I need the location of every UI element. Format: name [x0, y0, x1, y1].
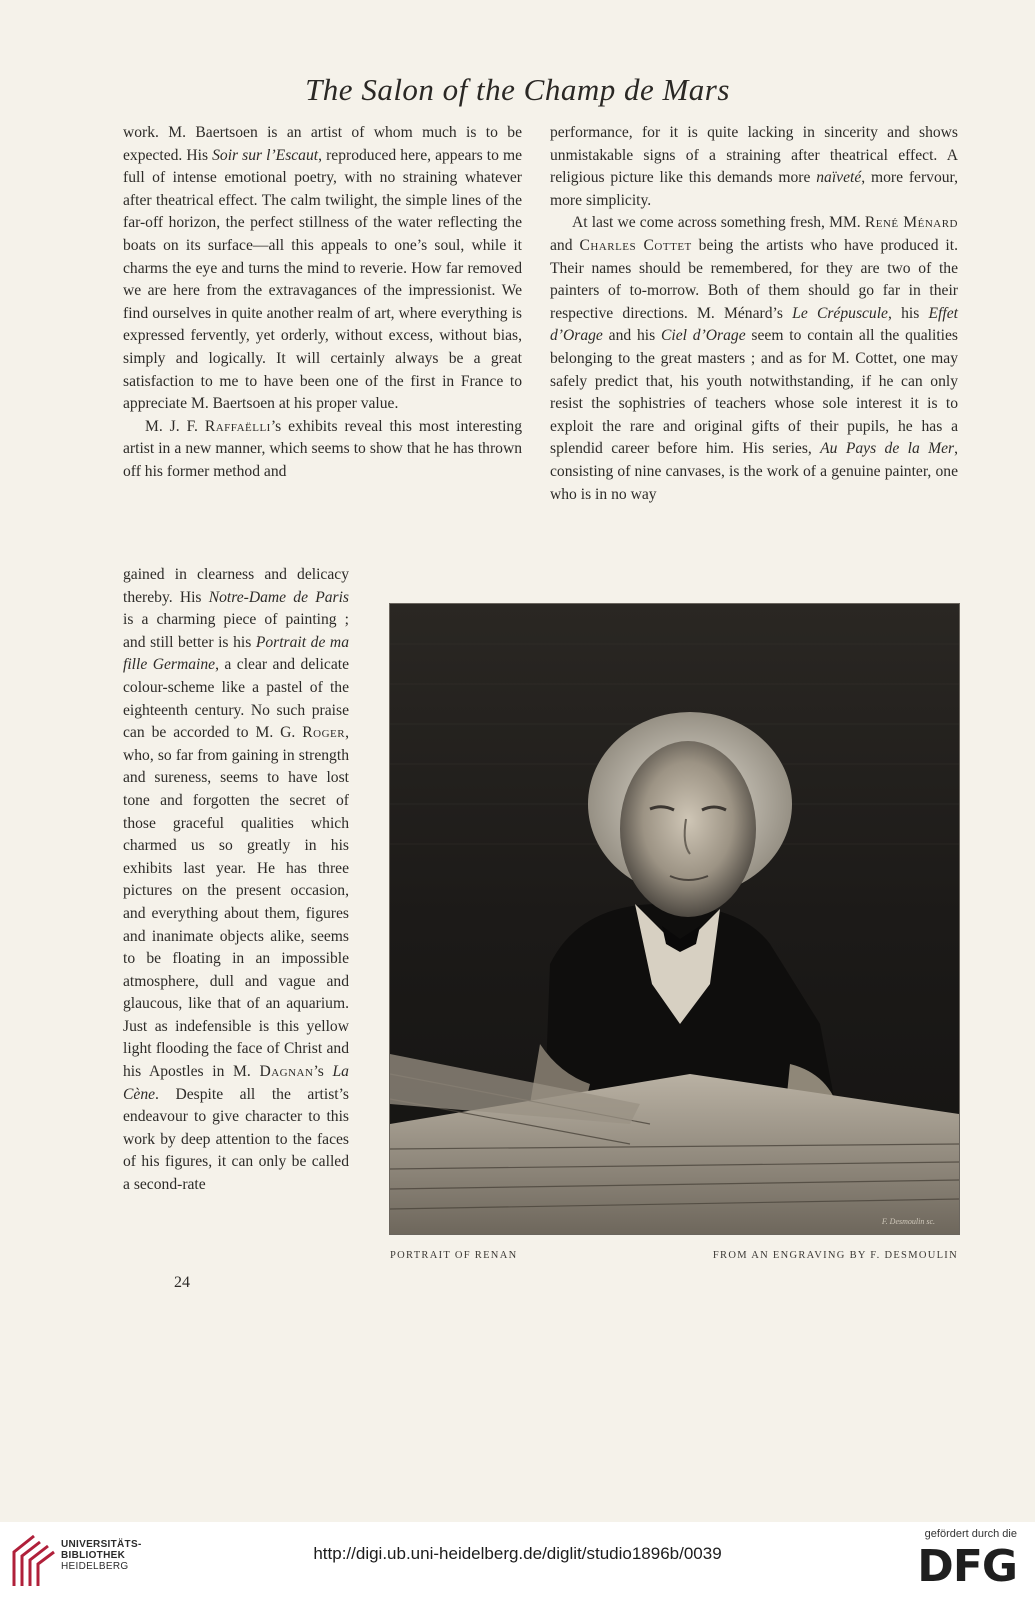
paragraph: work. M. Baertsoen is an artist of whom much is to be expected. His Soir sur l’Escaut, reproduced here, appears to me full of intense emotional poetry, with no straining whatever after theatrical effect. The calm twilight, the simple lines of the far-off horizon, the perfect stillness of the water reflecting the boats on its surface—all this appeals to one’s soul, while it charms the eye and turns the mind to reverie. How far removed we are here from the extravagances of the impressionist. We find ourselves in quite another realm of art, where everything is expressed fervently, yet orderly, without excess, without bias, simply and logically. It will certainly always be a great satisfaction to me to have been one of the first in France to appreciate M. Baertsoen at his proper value. — [123, 124, 522, 413]
page-number: 24 — [174, 1274, 190, 1291]
paragraph: M. J. F. Raffaëlli’s exhibits reveal this most interesting artist in a new manner, which seems to show that he has thrown off his former method and — [123, 417, 522, 480]
source-url-link[interactable]: http://digi.ub.uni-heidelberg.de/diglit/studio1896b/0039 — [313, 1544, 722, 1563]
right-column — [550, 122, 958, 506]
running-title: The Salon of the Champ de Mars — [305, 72, 730, 107]
dfg-logo: DFG — [917, 1541, 1017, 1592]
digitization-footer — [0, 1522, 1035, 1597]
library-name: UNIVERSITÄTS- BIBLIOTHEK HEIDELBERG — [61, 1539, 142, 1572]
figure-caption: PORTRAIT OF RENAN — [390, 1250, 518, 1261]
paragraph: performance, for it is quite lacking in sincerity and shows unmistakable signs of a straining after theatrical effect. A religious picture like this demands more naïveté, more fervour, more simplicity. — [550, 124, 959, 209]
engraver-signature: F. Desmoulin sc. — [881, 1217, 935, 1226]
sponsor-note: gefördert durch die — [924, 1528, 1017, 1540]
left-column — [123, 122, 522, 484]
paragraph: At last we come across something fresh, MM. René Ménard and Charles Cottet being the artists who have produced it. Their names should be remembered, for they are two of the painters of to-morrow. Both of them should go far in their respective directions. M. Ménard’s Le Crépuscule, his Effet d’Orage and his Ciel d’Orage seem to contain all the qualities belonging to the great masters ; and as for M. Cottet, one may safely predict that, his youth notwithstanding, if he can only resist the sophistries of teachers whose sole interest it is to exploit the rare and original gifts of their pupils, he has a splendid career before him. His series, Au Pays de la Mer, consisting of nine canvases, is the work of a genuine painter, one who is in no way — [550, 214, 959, 503]
narrow-column — [123, 564, 349, 1197]
portrait-illustration — [390, 604, 959, 1234]
portrait-engraving — [389, 603, 960, 1235]
paragraph: gained in clearness and delicacy thereby. His Notre-Dame de Paris is a charming piece of painting ; and still better is his Portrait de ma fille Germaine, a clear and delicate colour-scheme like a pastel of the eighteenth century. No such praise can be accorded to M. G. Roger, who, so far from gaining in strength and sureness, seems to have lost tone and forgotten the secret of those graceful qualities which charmed us so greatly in his exhibits last year. He has three pictures on the present occasion, and everything about them, figures and inanimate objects alike, seems to be floating in an impossible atmosphere, dull and vague and glaucous, like that of an aquarium. Just as indefensible is this yellow light flooding the face of Christ and his Apostles in M. Dagnan’s La Cène. Despite all the artist’s endeavour to give character to this work by deep attention to the faces of his figures, it can only be called a second-rate — [123, 566, 350, 1194]
figure-credit: FROM AN ENGRAVING BY F. DESMOULIN — [712, 1250, 958, 1261]
